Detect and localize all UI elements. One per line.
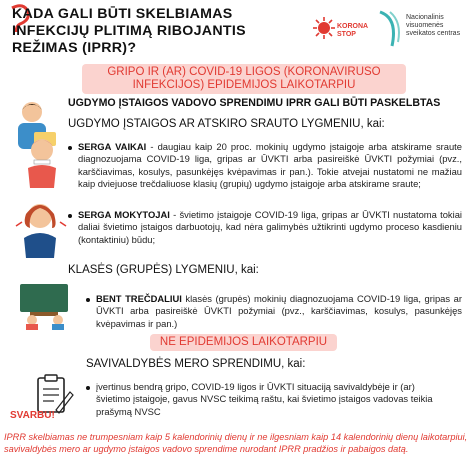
korona-stop-logo <box>313 11 368 51</box>
teachers-sick-item <box>78 209 462 246</box>
korona-logo-text: KORONA STOP <box>337 23 368 38</box>
mayor-decision-heading: SAVIVALDYBĖS MERO SPRENDIMU, kai: <box>86 358 306 370</box>
teacher-illustration <box>12 198 70 260</box>
mayor-decision-item: įvertinus bendrą gripo, COVID-19 ligos ir ŪVKTI situaciją savivaldybėje ir (ar) švietimo įstaigoje, gavus NVSC teikimą raštu, kai švietimo įstaigos vadovas teikia prašymą NVSC <box>96 381 442 418</box>
teachers-sick-text: - švietimo įstaigoje COVID-19 liga, gripas ar ŪVKTI nustatoma tokiai daliai švietimo įstaigos darbuotojų, kad nėra galimybės užtikrinti ugdymo proceso kasdieniu (kontaktiniu) būdu; <box>78 209 462 245</box>
epidemic-period-banner: GRIPO IR (AR) COVID-19 LIGOS (KORONAVIRUSO INFEKCIJOS) EPIDEMIJOS LAIKOTARPIU <box>82 64 406 94</box>
sick-child-illustration <box>18 134 66 190</box>
class-level-label: KLASĖS (GRUPĖS) LYGMENIU, kai: <box>68 264 259 276</box>
children-sick-text: - daugiau kaip 20 proc. mokinių ugdymo įstaigoje arba atskirame sraute diagnozuojama COVID-19 liga, gripas ar ŪVKTI arba pasireiškė ŪVKTI požymiai (pvz., karščiavimas, kosulys, pasunkėjęs kvėpavimas ir pan.). Tokie atvejai nustatomi ne mažiau kaip dviejuose trečdaliuose klasių (grupių) ugdymo įstaigoje arba atskirame sraute; <box>78 141 463 189</box>
institution-level-label: UGDYMO ĮSTAIGOS AR ATSKIRO SRAUTO LYGMENIU, kai: <box>68 118 385 130</box>
nvsc-logo-text: Nacionalinis visuomenės sveikatos centras <box>406 14 461 37</box>
children-sick-label: SERGA VAIKAI <box>78 141 147 152</box>
class-third-text: klasės (grupės) mokinių diagnozuojama COVID-19 liga, gripas ar ŪVKTI arba pasireiškė ŪVKTI požymiai (pvz., karščiavimas, kosulys, pasunkėjęs kvėpavimas ir pan.) <box>96 293 462 329</box>
nvsc-logo <box>376 4 468 56</box>
virus-icon <box>313 17 335 39</box>
page-title: KADA GALI BŪTI SKELBIAMAS INFEKCIJŲ PLITIMĄ RIBOJANTIS REŽIMAS (IPRR)? <box>12 6 246 56</box>
nvsc-emblem-icon <box>376 8 404 48</box>
class-third-item <box>96 293 462 330</box>
institution-head-decision-heading: UGDYMO ĮSTAIGOS VADOVO SPRENDIMU IPRR GALI BŪTI PASKELBTAS <box>68 97 441 109</box>
footnote-text: IPRR skelbiamas ne trumpesniam kaip 5 kalendorinių dienų ir ne ilgesniam kaip 14 kalendorinių dienų laikotarpiui, savivaldybės mero ar ugdymo įstaigos vadovo sprendime nurodant IPRR pradžios ir pabaigos datą. <box>4 432 468 454</box>
classroom-illustration <box>14 280 76 330</box>
important-label: SVARBU! <box>10 410 55 421</box>
teachers-sick-label: SERGA MOKYTOJAI <box>78 209 170 220</box>
non-epidemic-period-banner: NE EPIDEMIJOS LAIKOTARPIU <box>150 334 337 351</box>
class-third-label: BENT TREČDALIUI <box>96 293 182 304</box>
children-sick-item <box>78 141 462 190</box>
